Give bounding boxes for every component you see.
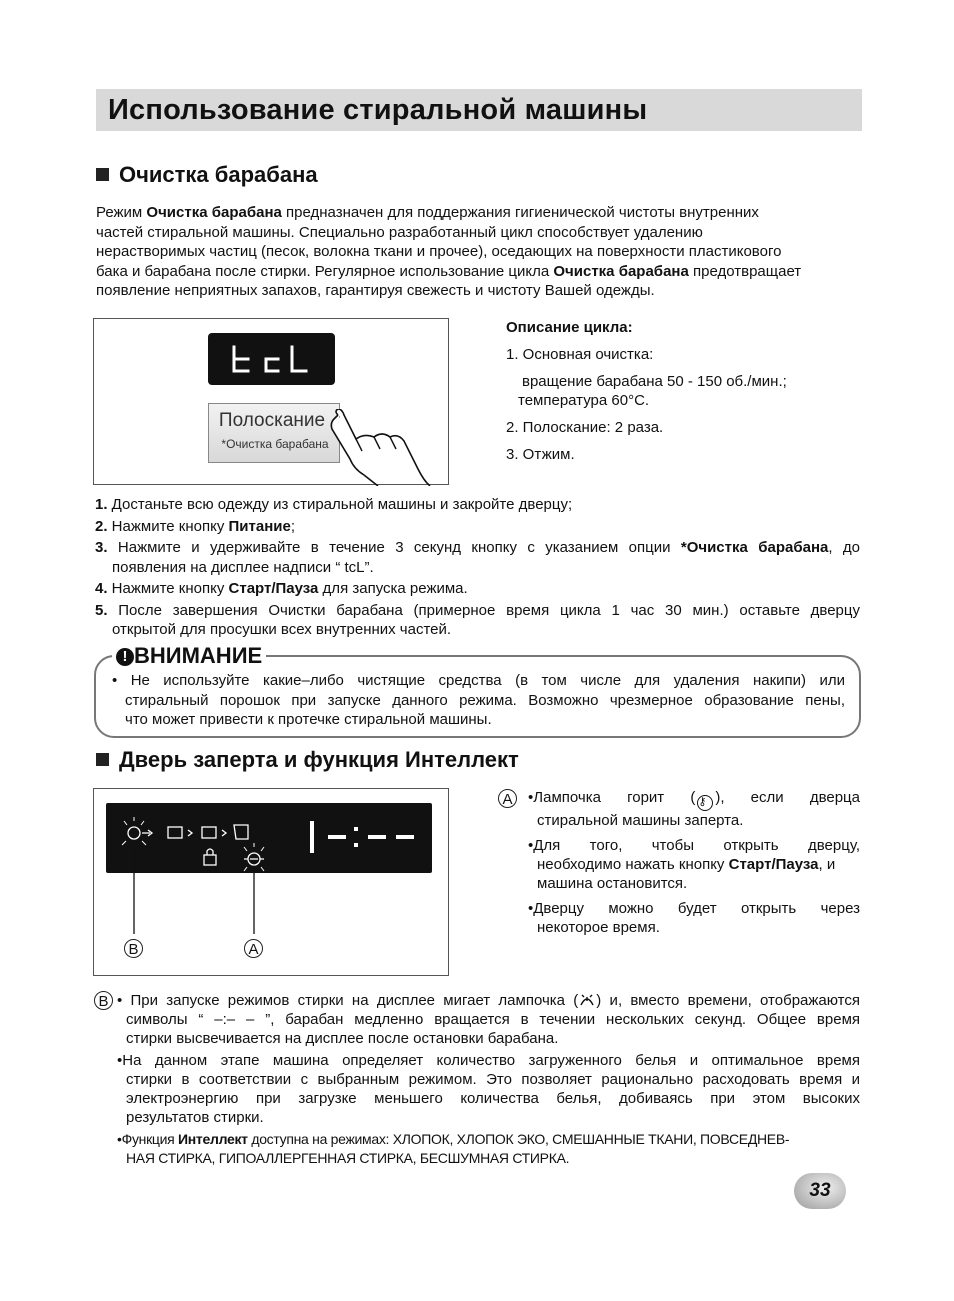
warning-text [112, 671, 845, 730]
page-title: Использование стиральной машины [108, 94, 648, 126]
label-a-icon: A [244, 939, 263, 958]
section-heading-text: Дверь заперта и функция Интеллект [119, 747, 519, 772]
step-item: 3. Нажмите и удерживайте в течение 3 секунд кнопку с указанием опции *Очистка барабана, до [95, 539, 860, 556]
b-line: •На данном этапе машина определяет количество загруженного белья и оптимальное время [117, 1052, 860, 1069]
b-line: НАЯ СТИРКА, ГИПОАЛЛЕРГЕННАЯ СТИРКА, БЕСШУМНАЯ СТИРКА. [126, 1150, 570, 1166]
step-item: 5. После завершения Очистки барабана (примерное время цикла 1 час 30 мин.) оставьте дверцу [95, 601, 860, 619]
b-line: символы “ –:– – ”, барабан медленно вращается в течении нескольких секунд. Общее время [126, 1011, 860, 1028]
door-b-description [117, 991, 860, 1168]
b-line: результатов стирки. [126, 1109, 264, 1126]
page-number: 33 [794, 1173, 846, 1209]
b-line: стирки высвечивается на дисплее после остановки барабана. [126, 1030, 559, 1047]
intro-line: частей стиральной машины. Специально разработанный цикл способствует удалению [96, 223, 703, 241]
button-sublabel: *Очистка барабана [221, 437, 329, 451]
a-line: стиральной машины заперта. [537, 812, 744, 829]
leader-lines [94, 789, 450, 977]
a-line: необходимо нажать кнопку Старт/Пауза, и [537, 856, 836, 873]
cycle-step: 1. Основная очистка: [506, 346, 654, 363]
bullet-square-icon [96, 753, 109, 766]
a-line: •Лампочка горит ( ⚷ ), если дверца [528, 788, 860, 811]
a-line: •Для того, чтобы открыть дверцу, [528, 837, 860, 854]
cycle-step: температура 60°С. [518, 392, 650, 409]
intro-line: Режим Очистка барабана предназначен для поддержания гигиенической чистоты внутренних [96, 204, 759, 221]
cycle-description [506, 318, 787, 464]
warning-line: стиральный порошок при запуске данного режима. Возможно чрезмерное образование пены, [125, 691, 845, 709]
warning-line: • Не используйте какие–либо чистящие средства (в том числе для удаления накипи) или [112, 672, 845, 689]
step-item: 4. Нажмите кнопку Старт/Пауза для запуска режима. [95, 580, 468, 597]
section-heading-text: Очистка барабана [119, 162, 318, 187]
display-tcl-icon [208, 333, 335, 385]
b-line: электроэнергию при загрузке меньшего количества белья, добиваясь при этом высоких [126, 1090, 860, 1107]
label-b-icon: B [94, 991, 113, 1010]
bullet-square-icon [96, 168, 109, 181]
a-line: •Дверцу можно будет открыть через [528, 900, 860, 917]
section-heading-door [96, 747, 519, 773]
cycle-title: Описание цикла: [506, 319, 633, 336]
step-item: 2. Нажмите кнопку Питание; [95, 517, 296, 535]
display-panel [208, 333, 335, 385]
drum-clean-intro [96, 203, 860, 301]
b-line: стирки в соответствии с выбранным режимом. Это позволяет рационально расходовать время и [126, 1071, 860, 1088]
a-line: машина остановится. [537, 875, 688, 892]
button-label: Полоскание [218, 410, 326, 431]
intro-line: появление неприятных запахов, гарантируя свежесть и чистоту Вашей одежды. [96, 282, 655, 299]
warning-title: ! ВНИМАНИЕ [112, 643, 266, 669]
label-a-icon: A [498, 789, 517, 808]
intellect-lamp-icon [578, 993, 596, 1007]
door-lock-illustration [93, 788, 449, 976]
cycle-step: 3. Отжим. [506, 446, 575, 463]
door-a-description [528, 788, 860, 937]
step-item: появления на дисплее надписи “ tcL”. [112, 558, 374, 576]
drum-clean-steps [95, 495, 860, 640]
cycle-step: вращение барабана 50 - 150 об./мин.; [522, 373, 787, 390]
pressing-hand-icon [324, 409, 454, 486]
cycle-step: 2. Полоскание: 2 раза. [506, 419, 664, 436]
warning-icon: ! [116, 648, 134, 666]
section-heading-drum-clean [96, 162, 318, 188]
intro-line: бака и барабана после стирки. Регулярное использование цикла Очистка барабана предотвращает [96, 262, 802, 280]
rinse-drum-clean-button[interactable] [208, 403, 340, 463]
drum-clean-illustration [93, 318, 449, 485]
door-lock-icon: ⚷ [697, 795, 713, 811]
step-item: открытой для просушки всех внутренних частей. [112, 621, 452, 638]
b-line: • При запуске режимов стирки на дисплее мигает лампочка ( ) и, вместо времени, отображаются [117, 992, 860, 1009]
warning-line: что может привести к протечке стиральной машины. [125, 711, 492, 728]
label-b-icon: B [124, 939, 143, 958]
a-line: некоторое время. [537, 919, 660, 936]
intro-line: нерастворимых частиц (песок, волокна ткани и прочее), оседающих на поверхности пластикового [96, 243, 782, 260]
step-item: 1. Достаньте всю одежду из стиральной машины и закройте дверцу; [95, 496, 573, 513]
b-line: •Функция Интеллект доступна на режимах: ХЛОПОК, ХЛОПОК ЭКО, СМЕШАННЫЕ ТКАНИ, ПОВСЕДНЕВ- [117, 1131, 790, 1147]
